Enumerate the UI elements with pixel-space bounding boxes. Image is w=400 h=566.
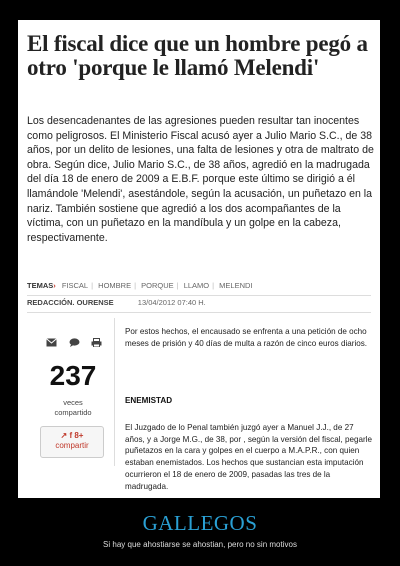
- byline-date: 13/04/2012 07:40 H.: [137, 298, 206, 307]
- share-panel: [32, 318, 115, 466]
- tag-separator: |: [134, 281, 137, 290]
- article-headline: El fiscal dice que un hombre pegó a otro 'porque le llamó Melendi': [27, 31, 368, 80]
- comment-icon[interactable]: [69, 338, 80, 347]
- article-paragraph-1: Por estos hechos, el encausado se enfrenta a una petición de ocho meses de prisión y 40 días de multa a razón de cinco euros diarios.: [125, 327, 368, 348]
- tag-link[interactable]: FISCAL: [61, 281, 89, 290]
- tags-row: [27, 281, 371, 296]
- tag-separator: |: [176, 281, 179, 290]
- tag-separator: |: [212, 281, 215, 290]
- mail-icon[interactable]: [46, 338, 57, 347]
- poster-caption: Si hay que ahostiarse se ahostian, pero no sin motivos: [103, 540, 297, 549]
- tag-link[interactable]: HOMBRE: [98, 281, 132, 290]
- byline-author: REDACCIÓN. OURENSE: [27, 298, 114, 307]
- tag-link[interactable]: MELENDI: [219, 281, 253, 290]
- share-button-label: compartir: [55, 441, 89, 450]
- tag-link[interactable]: LLAMO: [183, 281, 210, 290]
- print-icon[interactable]: [91, 338, 102, 347]
- article-paragraph-2: El Juzgado de lo Penal también juzgó ayer a Manuel J.J., de 27 años, y a Jorge M.G., de 38, por , según la versión del fiscal, pegarle puñetazos en la cara y golpes en el cuerpo a M.A.P.R., con quien estaban enemistados. Los hechos que sustancian esta imputación ocurrieron el 18 de enero de 2009, pasadas las tres de la madrugada.: [125, 423, 372, 491]
- article-card: [18, 20, 380, 498]
- tag-link[interactable]: PORQUE: [141, 281, 174, 290]
- share-count-label-2: compartido: [54, 408, 92, 417]
- share-count-label: veces: [63, 398, 83, 407]
- byline-row: [27, 298, 371, 313]
- poster-title: GALLEGOS: [142, 511, 258, 535]
- tags-arrow-icon: ›: [53, 281, 56, 290]
- share-icons-row: [46, 338, 102, 347]
- share-button[interactable]: [40, 426, 104, 458]
- tag-separator: |: [91, 281, 94, 290]
- share-count: 237: [49, 360, 97, 391]
- social-icons: ↗ f 8+: [60, 431, 84, 440]
- tags-label: TEMAS: [27, 281, 54, 290]
- article-subheading: ENEMISTAD: [125, 396, 173, 405]
- article-lead: Los desencadenantes de las agresiones pueden resultar tan inocentes como peligrosos. El Ministerio Fiscal acusó ayer a Julio Mario S.C., de 38 años, por un delito de lesiones, una falta de lesiones y otra de maltrato de obra. Según dice, Julio Mario S.C., de 38 años, agredió en la madrugada del día 18 de enero de 2009 a E.B.F. porque este último se dirigió a él llamándole 'Melendi', asestándole, según la acusación, un puñetazo en la nariz. También sostiene que agredió a los dos acompañantes de la víctima, con un puñetazo en la mandíbula y un golpe en la cabeza, respectivamente.: [27, 115, 374, 244]
